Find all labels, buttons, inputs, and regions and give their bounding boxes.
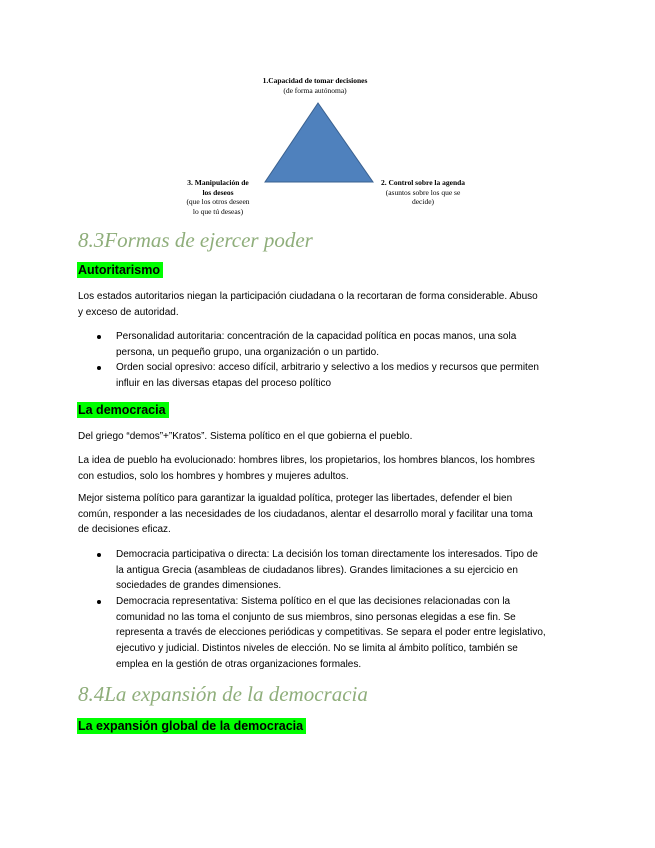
bullet-line: Orden social opresivo: acceso difícil, arbitrario y selectivo a los medios y recursos que permiten [116,362,539,374]
paragraph [78,429,412,445]
paragraph-line: La idea de pueblo ha evolucionado: hombres libres, los propietarios, los hombres blancos, los hombres [78,455,535,466]
paragraph-line: y exceso de autoridad. [78,306,179,318]
diagram-label-title: 2. Control sobre la agenda [380,178,466,187]
triangle-shape [261,99,379,189]
bullet-line: emplea en la gestión de otras organizaciones formales. [116,658,362,670]
paragraph [78,491,533,538]
bullet-line: Personalidad autoritaria: concentración de la capacidad política en pocas manos, una sola [116,331,517,342]
diagram-label-title: los deseos [202,187,234,197]
diagram-label-top [245,76,385,96]
bullet-line: representa a través de elecciones periódicas y competitivas. Se separa el poder entre legislativo, [116,627,546,639]
paragraph-line: Los estados autoritarios niegan la participación ciudadana o la recortaran de forma considerable. Abuso [78,291,538,302]
section-heading: 8.3Formas de ejercer poder [78,228,313,252]
paragraph [78,289,538,320]
bullet-list [116,547,546,673]
diagram-label-title: 3. Manipulación de [187,178,249,187]
bullet-icon [97,366,101,370]
bullet-icon [97,553,101,557]
diagram-label-detail: lo que tú deseas) [192,206,244,216]
bullet-icon [97,600,101,604]
bullet-line: influir en las diversas etapas del proceso político [116,378,332,390]
paragraph-line: Mejor sistema político para garantizar la igualdad política, proteger las libertades, defender el bien [78,493,513,504]
bullet-item [116,547,546,594]
highlighted-subheading: La democracia [77,402,169,418]
paragraph-line: Del griego “demos”+”Kratos”. Sistema político en el que gobierna el pueblo. [78,431,413,442]
bullet-item [116,594,546,672]
section-heading: 8.4La expansión de la democracia [78,682,368,706]
bullet-item [116,329,539,360]
bullet-item [116,360,539,391]
diagram-label-detail: (asuntos sobre los que se [385,187,461,197]
paragraph-line: con estudios, solo los hombres y hombres y mujeres adultos. [78,470,349,482]
highlighted-subheading: La expansión global de la democracia [77,718,306,734]
bullet-line: Democracia participativa o directa: La decisión los toman directamente los interesados. Tipo de [116,549,538,560]
bullet-line: persona, un pequeño grupo, una organización o un partido. [116,346,379,358]
bullet-icon [97,335,101,339]
diagram-label-right [368,178,478,207]
diagram-label-detail: decide) [411,197,435,207]
bullet-line: Democracia representativa: Sistema político en el que las decisiones relacionadas con la [116,596,511,608]
diagram-label-detail: (de forma autónoma) [283,86,347,95]
diagram-label-left [168,178,268,216]
diagram-label-title: 1.Capacidad de tomar decisiones [262,76,368,85]
diagram-label-detail: (que los otros deseen [186,197,250,206]
bullet-line: ejecutivo y judicial. Distintos niveles de elección. No se limita al ámbito político, también se [116,643,518,655]
bullet-line: la antigua Grecia (asambleas de ciudadanos libres). Grandes limitaciones a su ejercicio en [116,564,518,576]
bullet-list [116,329,539,392]
bullet-line: sociedades de grandes dimensiones. [116,580,282,592]
bullet-line: comunidad no las toma el conjunto de sus miembros, sino personas elegidas a ese fin. Se [116,611,516,623]
paragraph [78,453,535,484]
highlighted-subheading: Autoritarismo [77,262,163,278]
triangle-polygon [265,103,373,182]
paragraph-line: común, responder a las necesidades de los ciudadanos, alentar el desarrollo moral y facilitar una toma [78,508,533,520]
paragraph-line: de decisiones eficaz. [78,524,171,536]
